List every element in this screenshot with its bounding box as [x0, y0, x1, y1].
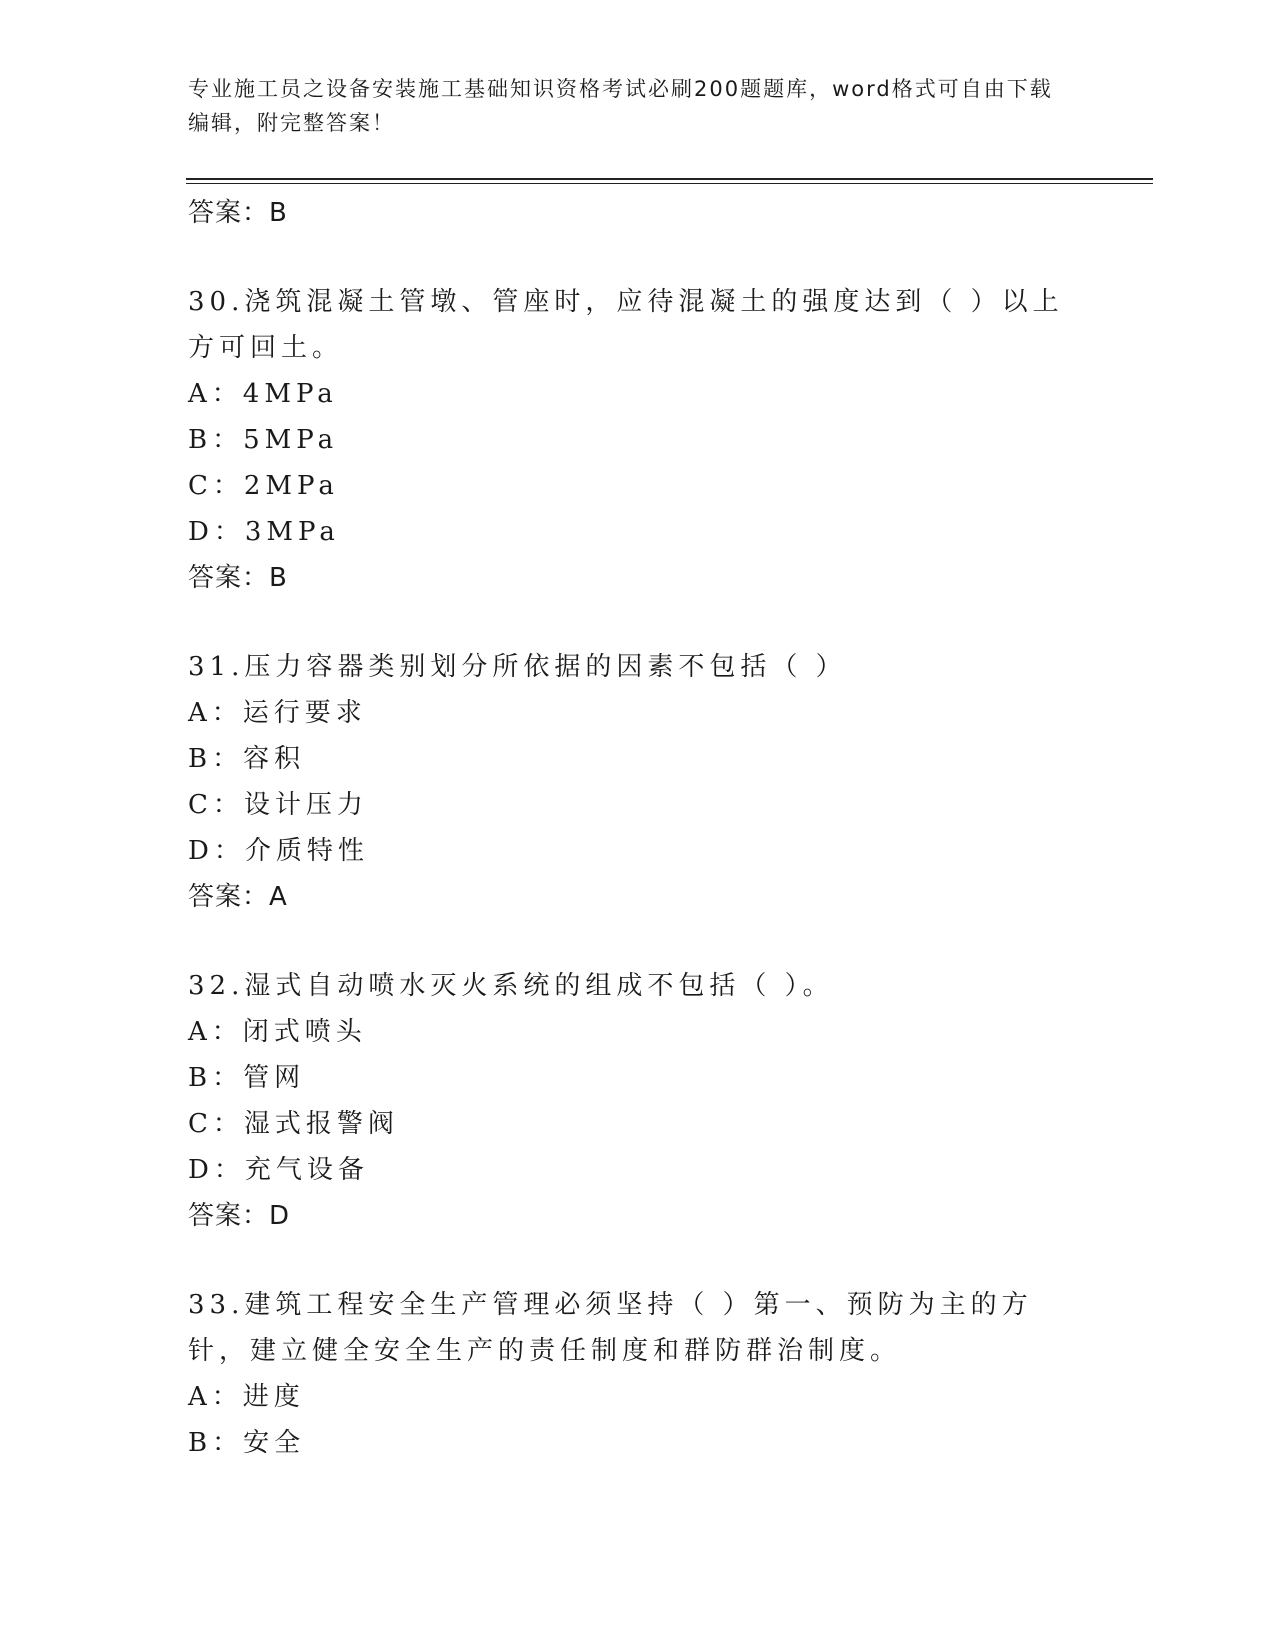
option-a: A：闭式喷头	[188, 1017, 367, 1047]
option-b: B：5MPa	[188, 425, 339, 455]
question-block	[188, 1282, 1088, 1466]
document-header: 专业施工员之设备安装施工基础知识资格考试必刷200题题库，word格式可自由下载编辑，附完整答案！	[188, 77, 1053, 135]
answer-line: 答案：A	[188, 882, 288, 912]
option-b: B：管网	[188, 1063, 306, 1093]
question-block	[188, 963, 1088, 1239]
option-b: B：安全	[188, 1428, 306, 1458]
answer-line: 答案：B	[188, 563, 288, 593]
header-divider-thin	[186, 183, 1153, 184]
answer-line: 答案：B	[188, 198, 288, 228]
option-d: D：充气设备	[188, 1155, 369, 1185]
header-divider-thick	[186, 178, 1153, 180]
option-a: A：进度	[188, 1382, 305, 1412]
question-stem: 33.建筑工程安全生产管理必须坚持（ ）第一、预防为主的方针，建立健全安全生产的责任制度和群防群治制度。	[188, 1290, 1033, 1366]
option-d: D：3MPa	[188, 517, 340, 547]
option-c: C：设计压力	[188, 790, 368, 820]
question-block	[188, 644, 1088, 920]
question-block	[188, 279, 1088, 601]
question-stem: 32.湿式自动喷水灭火系统的组成不包括（ ）。	[188, 971, 834, 1001]
option-a: A：运行要求	[188, 698, 367, 728]
option-c: C：2MPa	[188, 471, 339, 501]
document-body	[188, 190, 1088, 1466]
question-stem: 30.浇筑混凝土管墩、管座时，应待混凝土的强度达到（ ）以上方可回土。	[188, 287, 1064, 363]
option-b: B：容积	[188, 744, 306, 774]
option-c: C：湿式报警阀	[188, 1109, 399, 1139]
option-d: D：介质特性	[188, 836, 369, 866]
question-stem: 31.压力容器类别划分所依据的因素不包括（ ）	[188, 652, 847, 682]
answer-line: 答案：D	[188, 1201, 291, 1231]
option-a: A：4MPa	[188, 379, 338, 409]
